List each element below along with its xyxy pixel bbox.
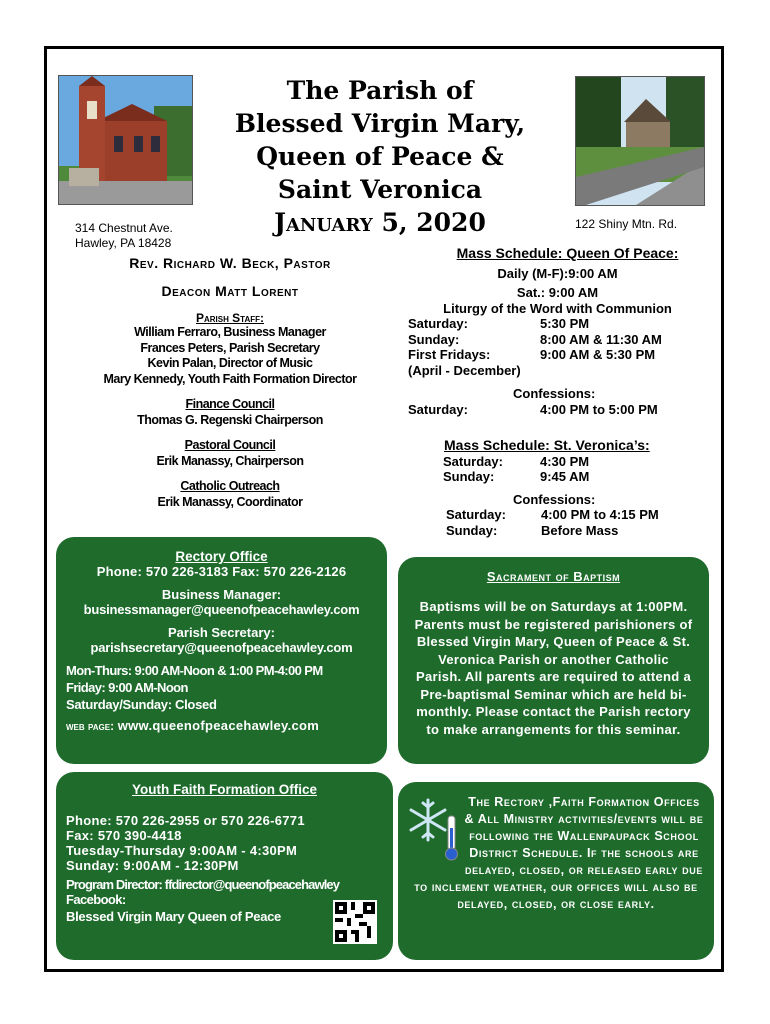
church-photo-left: [58, 75, 193, 205]
mass-day: Sunday:: [443, 469, 495, 484]
qop-mass-row: [405, 347, 710, 363]
church-photo-right: [575, 76, 705, 206]
catholic-outreach-member: Erik Manassy, Coordinator: [157, 494, 303, 509]
finance-council-member: Thomas G. Regenski Chairperson: [137, 412, 323, 427]
pastoral-council-heading: Pastoral Council: [184, 438, 276, 452]
rectory-phone: Phone: 570 226-3183 Fax: 570 226-2126: [96, 564, 347, 579]
youth-hours-weekday: Tuesday-Thursday 9:00AM - 4:30PM: [66, 843, 298, 858]
mass-day: Sunday:: [408, 331, 460, 347]
mass-day: (April - December): [408, 362, 521, 378]
qop-mass-row: [405, 316, 710, 332]
address-left: [75, 221, 173, 251]
confession-day: Saturday:: [446, 507, 506, 522]
qop-mass-row: [405, 332, 710, 348]
deacon-name: Deacon Matt Lorent: [161, 283, 299, 299]
rectory-hours-weekend: Saturday/Sunday: Closed: [66, 697, 217, 712]
qop-confessions-row: [405, 402, 710, 418]
web-page-label: web page:: [66, 719, 115, 733]
catholic-outreach-heading: Catholic Outreach: [180, 479, 280, 493]
youth-hours-sunday: Sunday: 9:00AM - 12:30PM: [66, 858, 239, 873]
mass-time: 9:45 AM: [540, 469, 590, 484]
youth-faith-formation-box: [56, 772, 393, 960]
parish-staff-heading: Parish Staff:: [195, 311, 265, 325]
stv-mass-row: [440, 469, 710, 485]
stv-mass-schedule: [440, 438, 710, 538]
confession-time: 4:00 PM to 4:15 PM: [541, 507, 659, 522]
title-line-2: Blessed Virgin Mary,: [234, 109, 526, 138]
business-manager-label: Business Manager:: [161, 587, 282, 602]
title-line-3: Queen of Peace &: [256, 142, 504, 171]
parish-secretary-email[interactable]: parishsecretary@queenofpeacehawley.com: [90, 640, 353, 655]
address-right: 122 Shiny Mtn. Rd.: [575, 217, 678, 231]
youth-phone: Phone: 570 226-2955 or 570 226-6771: [66, 813, 305, 828]
stv-mass-row: [440, 454, 710, 470]
title-line-4: Saint Veronica: [277, 175, 483, 204]
stv-confessions-heading: Confessions:: [513, 491, 596, 507]
mass-day: First Fridays:: [408, 347, 491, 362]
weather-notice-box: [398, 782, 714, 960]
rectory-office-box: [56, 537, 387, 764]
qop-mass-schedule: [405, 246, 710, 417]
confession-time: 4:00 PM to 5:00 PM: [540, 401, 658, 417]
qop-sat-mass: Sat.: 9:00 AM: [516, 285, 599, 300]
stv-confessions-row: [440, 507, 710, 523]
weather-notice-text: The Rectory ,Faith Formation Offices & All Ministry activities/events will be following the Wallenpaupack School District Schedule. If the schools are delayed, closed, or released early due to inclement weather, our offices will also be delayed, closed, or close early.: [414, 795, 704, 911]
business-manager-email[interactable]: businessmanager@queenofpeacehawley.com: [83, 602, 360, 617]
baptism-heading: Sacrament of Baptism: [486, 569, 621, 584]
title-line-1: The Parish of: [286, 76, 474, 105]
rectory-hours-mon-thurs: Mon-Thurs: 9:00 AM-Noon & 1:00 PM-4:00 PM: [66, 663, 323, 678]
qop-liturgy: Liturgy of the Word with Communion: [443, 300, 672, 316]
baptism-text: Baptisms will be on Saturdays at 1:00PM. Parents must be registered parishioners of Blessed Virgin Mary, Queen of Peace & St. Veronica Parish or another Catholic Parish. All parents are required to attend a Pre-baptismal Seminar which are held bi-monthly. Please contact the Parish rectory to make arrangements for this seminar.: [414, 599, 693, 737]
confession-day: Sunday:: [446, 522, 498, 538]
rectory-web: [66, 718, 377, 733]
bulletin-date: January 5, 2020: [274, 208, 486, 237]
pastoral-council-member: Erik Manassy, Chairperson: [156, 453, 304, 468]
confession-time: Before Mass: [541, 522, 619, 538]
mass-time: 5:30 PM: [540, 316, 590, 331]
staff-member: Mary Kennedy, Youth Faith Formation Director: [103, 371, 357, 386]
staff-member: Frances Peters, Parish Secretary: [140, 340, 320, 355]
snowflake-thermometer-icon: [408, 794, 460, 862]
web-page-link[interactable]: www.queenofpeacehawley.com: [117, 718, 320, 733]
confession-day: Saturday:: [408, 401, 468, 417]
facebook-label: Facebook:: [66, 892, 126, 907]
staff-member: William Ferraro, Business Manager: [134, 325, 326, 339]
baptism-box: [398, 557, 709, 764]
rectory-heading: Rectory Office: [175, 549, 268, 564]
qop-mass-row: [405, 363, 710, 379]
program-director-email[interactable]: Program Director: ffdirector@queenofpeacehawley: [66, 877, 340, 892]
qop-confessions-heading: Confessions:: [513, 386, 596, 401]
address-left-line-1: 314 Chestnut Ave.: [75, 221, 173, 235]
mass-time: 9:00 AM & 5:30 PM: [540, 347, 656, 362]
qr-code[interactable]: [333, 900, 377, 944]
pastor-name: Rev. Richard W. Beck, Pastor: [129, 255, 331, 271]
left-column: [60, 255, 400, 510]
parish-secretary-label: Parish Secretary:: [168, 625, 275, 640]
mass-time: 8:00 AM & 11:30 AM: [540, 331, 662, 347]
rectory-hours-friday: Friday: 9:00 AM-Noon: [66, 680, 188, 695]
qop-mass-heading: Mass Schedule: Queen Of Peace:: [456, 245, 679, 261]
youth-office-heading: Youth Faith Formation Office: [132, 782, 317, 797]
stv-confessions-row: [440, 523, 710, 539]
bulletin-title: [195, 74, 565, 239]
facebook-page-name[interactable]: Blessed Virgin Mary Queen of Peace: [66, 909, 281, 924]
mass-day: Saturday:: [443, 453, 503, 469]
finance-council-heading: Finance Council: [185, 397, 275, 411]
youth-fax: Fax: 570 390-4418: [66, 828, 182, 843]
stv-mass-heading: Mass Schedule: St. Veronica’s:: [444, 437, 650, 453]
mass-time: 4:30 PM: [540, 453, 590, 469]
address-left-line-2: Hawley, PA 18428: [75, 236, 172, 250]
mass-day: Saturday:: [408, 316, 468, 331]
qop-daily-mass: Daily (M-F):9:00 AM: [497, 265, 618, 281]
staff-member: Kevin Palan, Director of Music: [147, 356, 313, 370]
